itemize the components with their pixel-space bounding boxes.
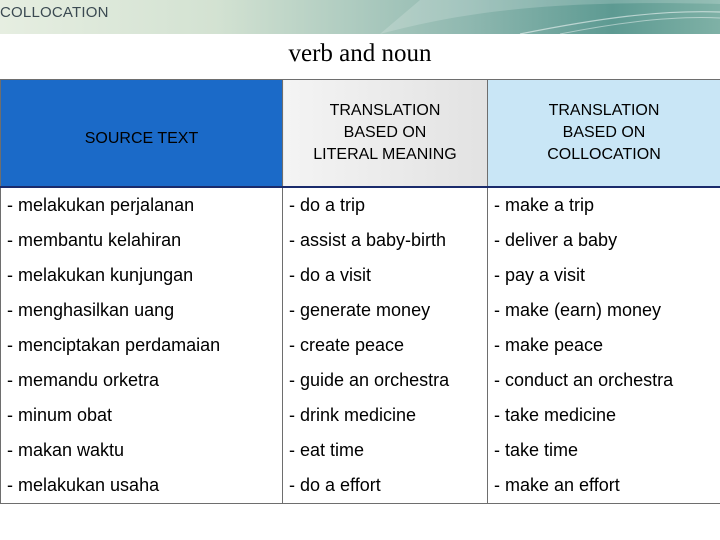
cell-collocation: - take time	[488, 433, 720, 468]
header-source-line-1: SOURCE TEXT	[84, 130, 199, 147]
cell-literal: - guide an orchestra	[283, 363, 488, 398]
slide-subtitle	[0, 40, 720, 68]
cell-literal: - do a effort	[283, 468, 488, 504]
cell-source: - melakukan usaha	[1, 468, 283, 504]
cell-literal: - create peace	[283, 328, 488, 363]
cell-collocation: - pay a visit	[488, 258, 720, 293]
header-literal-line-2: BASED ON	[343, 124, 427, 141]
cell-literal: - do a visit	[283, 258, 488, 293]
banner	[0, 0, 720, 34]
cell-source: - melakukan kunjungan	[1, 258, 283, 293]
subtitle-text: verb and noun	[288, 40, 432, 67]
cell-collocation: - make peace	[488, 328, 720, 363]
table-row	[1, 363, 720, 398]
header-collocation-line-3: COLLOCATION	[547, 146, 661, 163]
header-literal-line-3: LITERAL MEANING	[313, 146, 457, 163]
cell-source: - memandu orketra	[1, 363, 283, 398]
banner-title: COLLOCATION	[0, 4, 109, 21]
cell-literal: - assist a baby-birth	[283, 223, 488, 258]
cell-collocation: - make a trip	[488, 187, 720, 223]
cell-source: - membantu kelahiran	[1, 223, 283, 258]
table-header-row	[1, 80, 720, 188]
header-collocation-line-2: BASED ON	[562, 124, 646, 141]
cell-collocation: - deliver a baby	[488, 223, 720, 258]
cell-literal: - generate money	[283, 293, 488, 328]
table-row	[1, 398, 720, 433]
table-row	[1, 328, 720, 363]
header-collocation	[488, 80, 720, 188]
header-literal-meaning	[283, 80, 488, 188]
cell-literal: - drink medicine	[283, 398, 488, 433]
table-row	[1, 258, 720, 293]
table-row	[1, 468, 720, 504]
cell-source: - menciptakan perdamaian	[1, 328, 283, 363]
cell-collocation: - conduct an orchestra	[488, 363, 720, 398]
table-row	[1, 187, 720, 223]
header-source-text	[1, 80, 283, 188]
cell-source: - melakukan perjalanan	[1, 187, 283, 223]
cell-collocation: - make an effort	[488, 468, 720, 504]
header-collocation-line-1: TRANSLATION	[548, 102, 660, 119]
table-row	[1, 223, 720, 258]
cell-source: - makan waktu	[1, 433, 283, 468]
cell-source: - menghasilkan uang	[1, 293, 283, 328]
collocation-table	[0, 79, 720, 504]
table-row	[1, 433, 720, 468]
header-literal-line-1: TRANSLATION	[329, 102, 441, 119]
cell-literal: - do a trip	[283, 187, 488, 223]
cell-source: - minum obat	[1, 398, 283, 433]
table-row	[1, 293, 720, 328]
cell-collocation: - take medicine	[488, 398, 720, 433]
cell-collocation: - make (earn) money	[488, 293, 720, 328]
cell-literal: - eat time	[283, 433, 488, 468]
